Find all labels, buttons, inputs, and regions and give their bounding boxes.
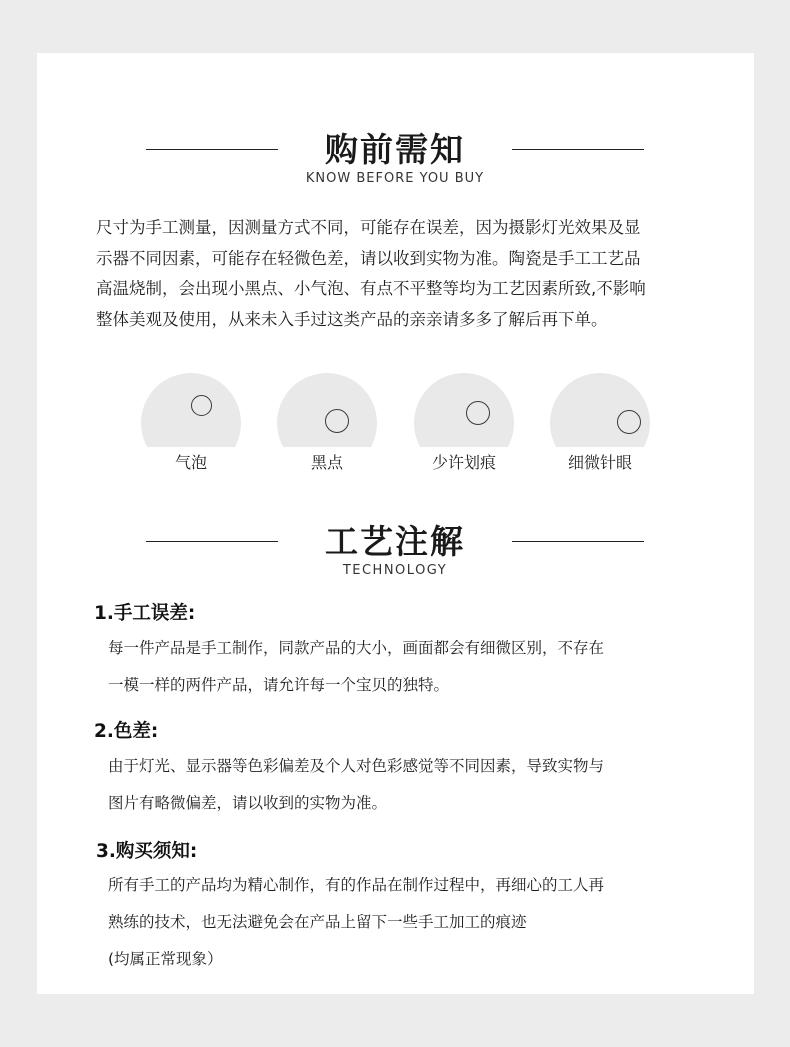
defect-label-scratch: 少许划痕: [431, 453, 496, 472]
body-line: 图片有略微偏差，请以收到的实物为准。: [108, 794, 388, 812]
notice-line: 整体美观及使用，从来未入手过这类产品的亲亲请多多了解后再下单。: [96, 309, 608, 329]
section-subtitle-know-before-buy: KNOW BEFORE YOU BUY: [305, 171, 485, 186]
section-title-know-before-buy: 购前需知: [325, 130, 465, 169]
pinhole-defect-icon: [550, 373, 650, 447]
defect-label-black-dot: 黑点: [310, 453, 343, 472]
body-line: 一模一样的两件产品，请允许每一个宝贝的独特。: [108, 676, 450, 694]
item-heading-handmade-error: 1.手工误差:: [94, 603, 196, 624]
defect-label-pinhole: 细微针眼: [567, 453, 632, 472]
black-dot-defect-icon: [277, 373, 377, 447]
section-title-technology: 工艺注解: [325, 522, 465, 561]
item-body-handmade-error: [108, 630, 708, 704]
bubble-defect-icon: [141, 373, 241, 447]
item-body-color-difference: [108, 748, 708, 822]
body-line: 由于灯光、显示器等色彩偏差及个人对色彩感觉等不同因素，导致实物与: [108, 757, 605, 775]
body-line: 所有手工的产品均为精心制作，有的作品在制作过程中，再细心的工人再: [108, 876, 605, 894]
notice-line: 示器不同因素，可能存在轻微色差，请以收到实物为准。陶瓷是手工工艺品: [96, 248, 641, 268]
item-body-purchase-notice: [108, 867, 708, 978]
section-subtitle-technology: TECHNOLOGY: [342, 563, 448, 578]
item-heading-color-difference: 2.色差:: [94, 721, 159, 742]
scratch-defect-icon: [414, 373, 514, 447]
notice-paragraph: [96, 213, 706, 335]
body-line: 每一件产品是手工制作，同款产品的大小，画面都会有细微区别，不存在: [108, 639, 605, 657]
body-line: 熟练的技术，也无法避免会在产品上留下一些手工加工的痕迹: [108, 913, 527, 931]
notice-line: 尺寸为手工测量，因测量方式不同，可能存在误差，因为摄影灯光效果及显: [96, 218, 641, 237]
defect-label-bubble: 气泡: [174, 453, 207, 472]
notice-line: 高温烧制，会出现小黑点、小气泡、有点不平整等均为工艺因素所致,不影响: [96, 279, 646, 298]
body-line: (均属正常现象）: [108, 950, 223, 968]
item-heading-purchase-notice: 3.购买须知:: [96, 841, 198, 862]
